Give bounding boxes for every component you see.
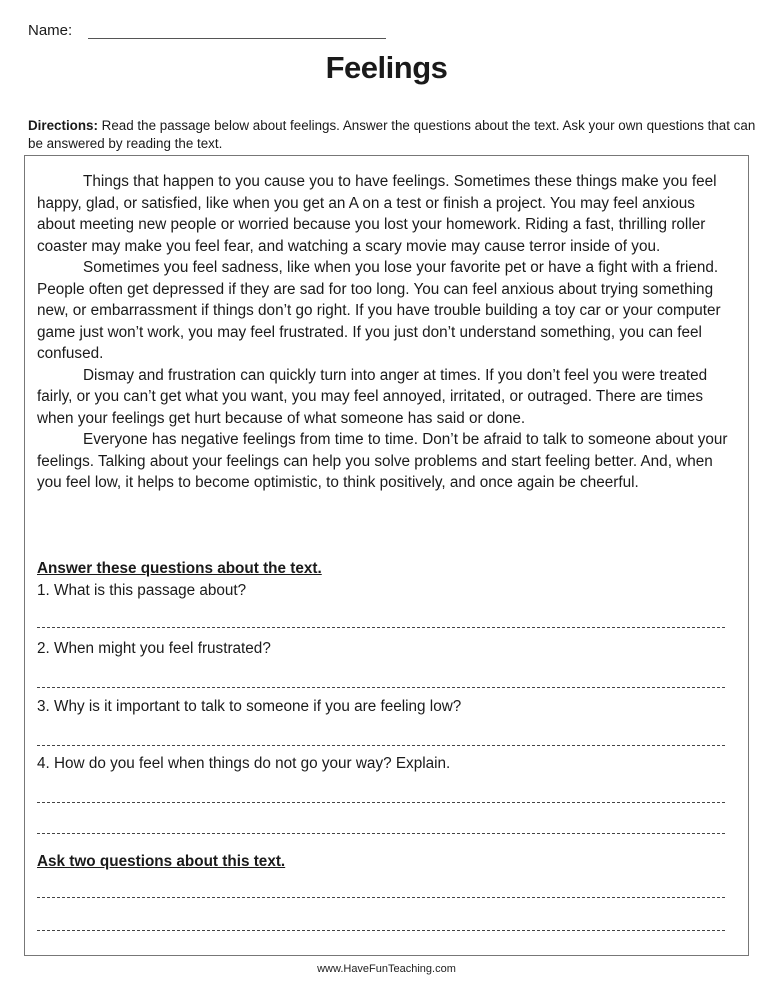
directions: [28, 117, 758, 153]
passage-paragraph: Dismay and frustration can quickly turn into anger at times. If you don’t feel you were treated fairly, or you can’t get what you want, you may feel annoyed, irritated, or outraged. There are times when your feelings get hurt because of what someone has said or done.: [37, 366, 708, 427]
page-title: Feelings: [325, 50, 448, 85]
directions-label: Directions:: [28, 118, 98, 133]
answer-line-4b[interactable]: [37, 833, 725, 834]
passage-paragraph: Sometimes you feel sadness, like when you lose your favorite pet or have a fight with a friend. People often get depressed if they are sad for too long. You can feel anxious about trying something new, or embarrassment if things don’t go right. If you have trouble building a toy car or your computer game just won’t work, you may feel frustrated. If you just don’t understand something, you can feel confused.: [37, 259, 721, 362]
name-input-line[interactable]: [88, 24, 386, 39]
answer-line-4a[interactable]: [37, 802, 725, 803]
questions-heading: Answer these questions about the text.: [37, 560, 322, 577]
name-field-row: [28, 22, 386, 39]
answer-line-2[interactable]: [37, 687, 725, 688]
ask-line-2[interactable]: [37, 930, 725, 931]
directions-text: Read the passage below about feelings. Answer the questions about the text. Ask your own questions that can be answered by reading the text.: [28, 118, 756, 151]
question-2: 2. When might you feel frustrated?: [37, 640, 271, 657]
footer-website: www.HaveFunTeaching.com: [317, 963, 456, 975]
question-4: 4. How do you feel when things do not go your way? Explain.: [37, 755, 451, 772]
answer-line-3[interactable]: [37, 745, 725, 746]
answer-line-1[interactable]: [37, 627, 725, 628]
ask-questions-heading: Ask two questions about this text.: [37, 853, 286, 870]
passage-paragraph: Things that happen to you cause you to have feelings. Sometimes these things make you feel happy, glad, or satisfied, like when you get an A on a test or finish a project. You may feel anxious about meeting new people or worried because you lost your homework. Riding a fast, thrilling roller coaster may make you feel fear, and watching a scary movie may cause terror inside of you.: [37, 173, 717, 255]
passage-paragraph: Everyone has negative feelings from time to time. Don’t be afraid to talk to someone about your feelings. Talking about your feelings can help you solve problems and start feeling better. And, when you feel low, it helps to become optimistic, to think positively, and once again be cheerful.: [37, 431, 728, 491]
question-3: 3. Why is it important to talk to someone if you are feeling low?: [37, 698, 462, 715]
worksheet-box: [24, 155, 749, 956]
reading-passage: [37, 171, 737, 494]
name-label: Name:: [28, 22, 73, 39]
question-1: 1. What is this passage about?: [37, 582, 247, 599]
ask-line-1[interactable]: [37, 897, 725, 898]
